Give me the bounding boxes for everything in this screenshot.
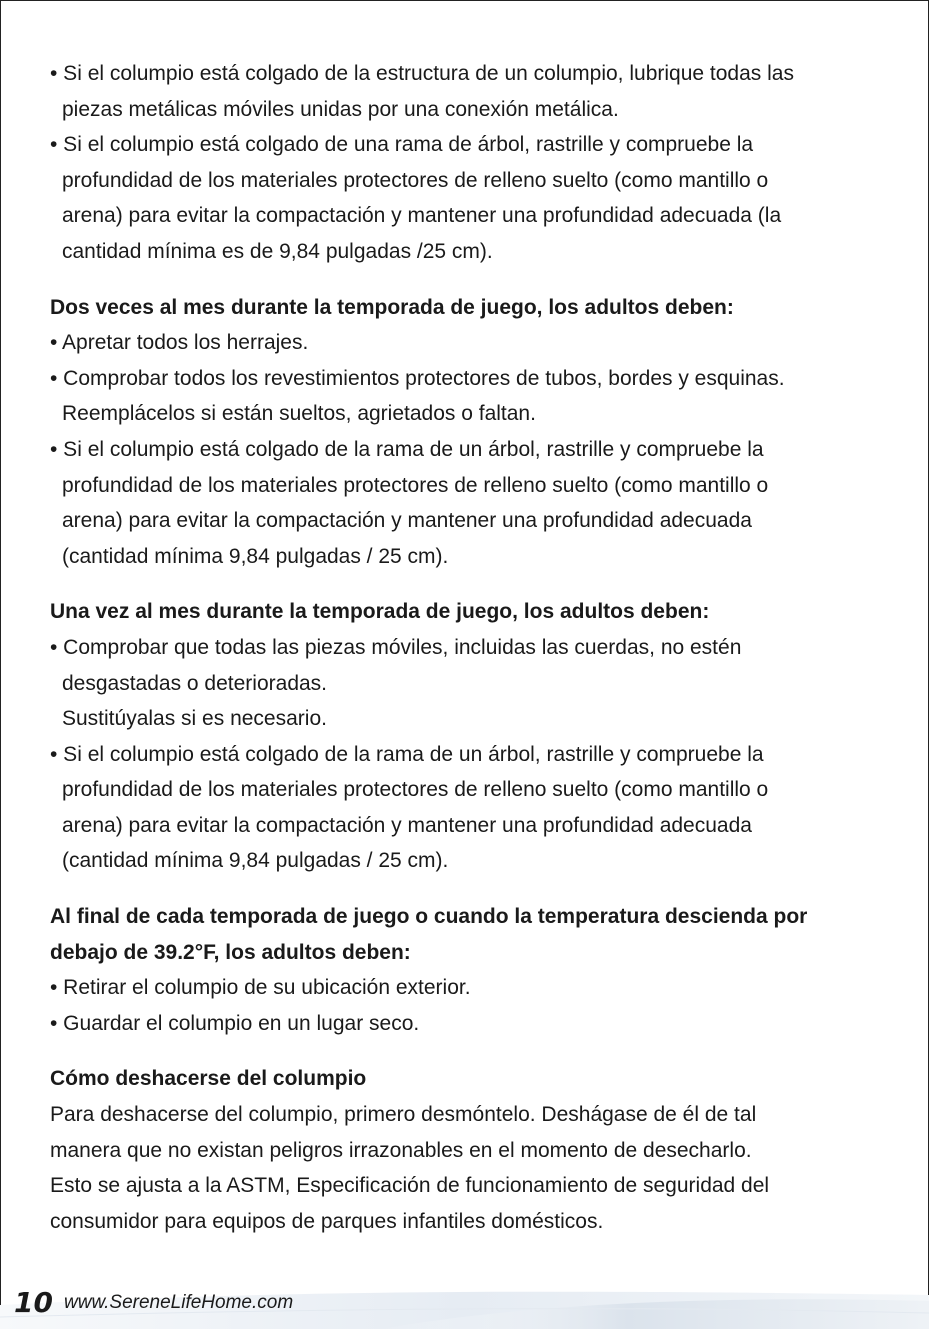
section-heading: Cómo deshacerse del columpio xyxy=(50,1067,367,1091)
continuation-line: arena) para evitar la compactación y mantener una profundidad adecuada (la xyxy=(62,204,782,228)
document-body xyxy=(50,56,890,1239)
section-heading: Al final de cada temporada de juego o cuando la temperatura descienda por xyxy=(50,905,808,929)
bullet-line: • Si el columpio está colgado de la rama de un árbol, rastrille y compruebe la xyxy=(50,437,764,461)
bullet-line: • Comprobar todos los revestimientos protectores de tubos, bordes y esquinas. xyxy=(50,366,785,390)
section-heading-continued: debajo de 39.2°F, los adultos deben: xyxy=(50,940,411,964)
bullet-line: • Si el columpio está colgado de la rama de un árbol, rastrille y compruebe la xyxy=(50,742,764,766)
bullet-line: • Comprobar que todas las piezas móviles, incluidas las cuerdas, no estén xyxy=(50,635,742,659)
spacer xyxy=(50,879,890,899)
spacer xyxy=(50,1041,890,1061)
page-footer xyxy=(0,1265,929,1329)
section-swing-frame-maintenance xyxy=(50,56,890,270)
continuation-line: cantidad mínima es de 9,84 pulgadas /25 cm). xyxy=(62,239,493,263)
bullet-line: • Guardar el columpio en un lugar seco. xyxy=(50,1011,420,1035)
continuation-line: desgastadas o deterioradas. xyxy=(62,671,328,695)
continuation-line: piezas metálicas móviles unidas por una conexión metálica. xyxy=(62,97,619,121)
continuation-line: (cantidad mínima 9,84 pulgadas / 25 cm). xyxy=(62,849,449,873)
continuation-line: profundidad de los materiales protectores de relleno suelto (como mantillo o xyxy=(62,168,769,192)
spacer xyxy=(50,270,890,290)
bullet-line: • Si el columpio está colgado de una rama de árbol, rastrille y compruebe la xyxy=(50,133,754,157)
page-number: 10 xyxy=(14,1286,53,1319)
continuation-line: Reemplácelos si están sueltos, agrietados o faltan. xyxy=(62,402,536,426)
continuation-line: profundidad de los materiales protectores de relleno suelto (como mantillo o xyxy=(62,473,769,497)
section-monthly xyxy=(50,594,890,879)
continuation-line: Sustitúyalas si es necesario. xyxy=(62,707,327,731)
section-twice-monthly xyxy=(50,290,890,575)
section-heading: Dos veces al mes durante la temporada de juego, los adultos deben: xyxy=(50,295,734,319)
bullet-line: • Retirar el columpio de su ubicación exterior. xyxy=(50,976,471,1000)
continuation-line: profundidad de los materiales protectores de relleno suelto (como mantillo o xyxy=(62,778,769,802)
continuation-line: arena) para evitar la compactación y mantener una profundidad adecuada xyxy=(62,813,752,837)
section-heading: Una vez al mes durante la temporada de juego, los adultos deben: xyxy=(50,600,710,624)
continuation-line: (cantidad mínima 9,84 pulgadas / 25 cm). xyxy=(62,544,449,568)
paragraph-line: manera que no existan peligros irrazonables en el momento de desecharlo. xyxy=(50,1138,752,1162)
bullet-line: • Apretar todos los herrajes. xyxy=(50,331,309,355)
spacer xyxy=(50,574,890,594)
website-link[interactable]: www.SereneLifeHome.com xyxy=(64,1292,294,1313)
section-end-of-season xyxy=(50,899,890,1041)
bullet-line: • Si el columpio está colgado de la estructura de un columpio, lubrique todas las xyxy=(50,62,794,85)
continuation-line: arena) para evitar la compactación y mantener una profundidad adecuada xyxy=(62,509,752,533)
paragraph-line: Esto se ajusta a la ASTM, Especificación de funcionamiento de seguridad del xyxy=(50,1174,770,1198)
paragraph-line: Para deshacerse del columpio, primero desmóntelo. Deshágase de él de tal xyxy=(50,1103,757,1127)
section-disposal xyxy=(50,1061,890,1239)
paragraph-line: consumidor para equipos de parques infantiles domésticos. xyxy=(50,1209,604,1233)
